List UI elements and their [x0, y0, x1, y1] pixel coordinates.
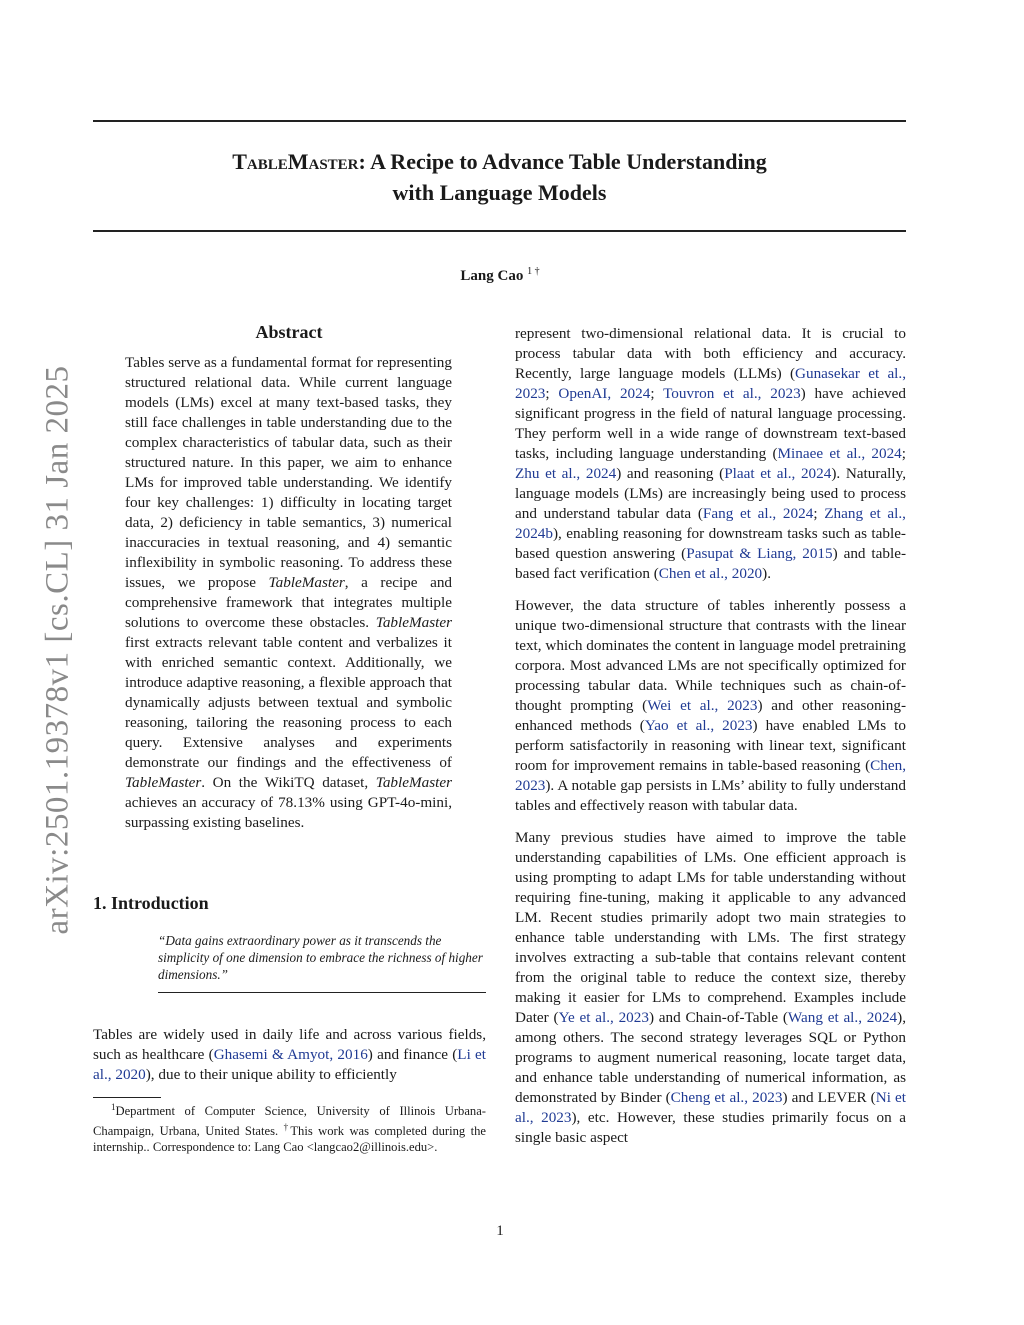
paragraph-text: ), etc. However, these studies primarily focus on a single basic aspect [515, 1109, 906, 1146]
citation-link[interactable]: Fang et al., 2024 [702, 505, 814, 522]
abstract-text: Tables serve as a fundamental format for representing structured relational data. While current language models (LMs) excel at many text-based tasks, they still face challenges in table understanding due to the complex characteristics of tabular data, such as their structured nature. In this paper, we aim to enhance LMs for improved table understanding. We identify four key challenges: 1) difficulty in locating target data, 2) deficiency in table semantics, 3) numerical inaccuracies in textual reasoning, and 4) semantic inflexibility in symbolic reasoning. To address these issues, we propose [125, 354, 452, 591]
paragraph-text: ) have achieved significant progress in the field of natural language processing. They perform well in a wide range of downstream text-based tasks, including language understanding ( [515, 385, 906, 462]
paragraph-text: ). A notable gap persists in LMs’ ability to fully understand tables and effectively reason with tabular data. [515, 777, 906, 814]
abstract-text: , a recipe and comprehensive framework that integrates multiple solutions to overcome these obstacles. [125, 574, 453, 631]
paper-title [93, 146, 906, 208]
paragraph-text: ) and Chain-of-Table ( [648, 1009, 788, 1026]
title-line2: with Language Models [392, 180, 607, 205]
citation-link[interactable]: Plaat et al., 2024 [724, 465, 832, 482]
paragraph-text: ) have enabled LMs to perform satisfactorily in reasoning with linear text, significant room for improvement remains in table-based reasoning ( [515, 717, 906, 774]
abstract-body [125, 353, 452, 833]
abstract-emphasis: TableMaster [375, 614, 452, 631]
citation-link[interactable]: Minaee et al., 2024 [777, 445, 902, 462]
footnote-mark: 1 [111, 1102, 116, 1112]
intro-text: ), due to their unique ability to efficiently [145, 1066, 397, 1083]
citation-link[interactable]: Ghasemi & Amyot, 2016 [213, 1046, 368, 1063]
citation-link[interactable]: Gunasekar et al., 2023 [515, 365, 906, 402]
citation-link[interactable]: Ni et al., 2023 [515, 1089, 906, 1126]
epigraph-rule [158, 992, 486, 993]
abstract-text: first extracts relevant table content and verbalizes it with enriched semantic context. Additionally, we introduce adaptive reasoning, a flexible approach that dynamically adjusts between textual and symbolic reasoning, tailoring the reasoning process to each query. Extensive analyses and experiments demonstrate our findings and the effectiveness of [125, 634, 452, 771]
footnote-mark: † [283, 1122, 291, 1133]
paragraph-text: ; [901, 445, 906, 462]
paragraph-text: ; [813, 505, 825, 522]
citation-link[interactable]: OpenAI, 2024 [558, 385, 651, 402]
paragraph-text: Many previous studies have aimed to improve the table understanding capabilities of LMs. One efficient approach is using prompting to adapt LMs for table understanding without requiring fine-tuning, making it applicable to any advanced LM. Recent studies primarily adopt two main strategies to enhance table understanding with LMs. The first strategy involves extracting a sub-table that contains relevant content from the original table to reduce the context size, thereby making it easier for LMs to comprehend. Examples include Dater ( [515, 829, 906, 1026]
footnote-rule [93, 1097, 161, 1098]
affiliation-footnote [93, 1099, 486, 1155]
paragraph-text: ) and LEVER ( [782, 1089, 876, 1106]
paragraph-text: ). Naturally, language models (LMs) are increasingly being used to process and understand tabular data ( [515, 465, 906, 522]
footnote-text: This work was completed during the internship.. Correspondence to: Lang Cao <langcao2@illinois.edu>. [93, 1124, 486, 1155]
title-line1: : A Recipe to Advance Table Understanding [358, 149, 767, 174]
citation-link[interactable]: Touvron et al., 2023 [663, 385, 801, 402]
page-number: 1 [496, 1223, 504, 1239]
abstract-text: achieves an accuracy of 78.13% using GPT-4o-mini, surpassing existing baselines. [125, 794, 452, 831]
citation-link[interactable]: Ye et al., 2023 [558, 1009, 649, 1026]
citation-link[interactable]: Zhang et al., 2024b [515, 505, 906, 542]
citation-link[interactable]: Chen, 2023 [515, 757, 906, 794]
paragraph-text: ) and table-based fact verification ( [515, 545, 906, 582]
arxiv-identifier: arXiv:2501.19378v1 [cs.CL] 31 Jan 2025 [39, 365, 76, 935]
title-bottom-rule [93, 230, 906, 232]
introduction-heading: 1. Introduction [93, 893, 209, 913]
abstract-heading: Abstract [255, 322, 323, 342]
intro-text: ) and finance ( [367, 1046, 458, 1063]
paragraph-text: represent two-dimensional relational data. It is crucial to process tabular data with both efficiency and accuracy. Recently, large language models (LLMs) ( [515, 325, 906, 382]
citation-link[interactable]: Wei et al., 2023 [647, 697, 758, 714]
footnote-text: Department of Computer Science, University of Illinois Urbana-Champaign, Urbana, United States. [93, 1104, 486, 1139]
paragraph-text: ), enabling reasoning for downstream tasks such as table-based question answering ( [515, 525, 906, 562]
introduction-paragraph [93, 1025, 486, 1085]
citation-link[interactable]: Li et al., 2020 [93, 1046, 487, 1083]
right-paragraph [515, 596, 906, 816]
citation-link[interactable]: Yao et al., 2023 [644, 717, 753, 734]
citation-link[interactable]: Zhu et al., 2024 [515, 465, 617, 482]
paragraph-text: ) and reasoning ( [616, 465, 725, 482]
right-paragraph [515, 324, 906, 584]
abstract-text: . On the WikiTQ dataset, [201, 774, 376, 791]
paragraph-text: However, the data structure of tables inherently possess a unique two-dimensional structure that contrasts with the linear text, which dominates the content in language model pretraining corpora. Most advanced LMs are not specifically optimized for processing tabular data. While techniques such as chain-of-thought prompting ( [515, 597, 906, 714]
author-name: Lang Cao [460, 268, 524, 284]
paragraph-text: ; [650, 385, 664, 402]
abstract-emphasis: TableMaster [268, 574, 345, 591]
intro-text: Tables are widely used in daily life and across various fields, such as healthcare ( [93, 1026, 486, 1063]
right-paragraph [515, 828, 906, 1148]
citation-link[interactable]: Cheng et al., 2023 [670, 1089, 783, 1106]
paragraph-text: ) and other reasoning-enhanced methods ( [515, 697, 907, 734]
author-line [0, 266, 1000, 285]
citation-link[interactable]: Pasupat & Liang, 2015 [686, 545, 833, 562]
title-top-rule [93, 120, 906, 122]
abstract-emphasis: TableMaster [125, 774, 202, 791]
paragraph-text: ), among others. The second strategy leverages SQL or Python programs to augment numerical reasoning, locate target data, and enhance table understanding of numerical information, as demonstrated by Binder ( [515, 1009, 907, 1106]
epigraph-quote: “Data gains extraordinary power as it transcends the simplicity of one dimension to embrace the richness of higher dimensions.” [158, 933, 483, 982]
citation-link[interactable]: Wang et al., 2024 [787, 1009, 898, 1026]
right-column [515, 324, 906, 1160]
author-affiliation-marks: 1 † [527, 266, 540, 277]
abstract-emphasis: TableMaster [375, 774, 452, 791]
citation-link[interactable]: Chen et al., 2020 [658, 565, 763, 582]
paragraph-text: ; [545, 385, 559, 402]
paragraph-text: ). [762, 565, 771, 582]
title-system-name: TableMaster [232, 149, 359, 174]
